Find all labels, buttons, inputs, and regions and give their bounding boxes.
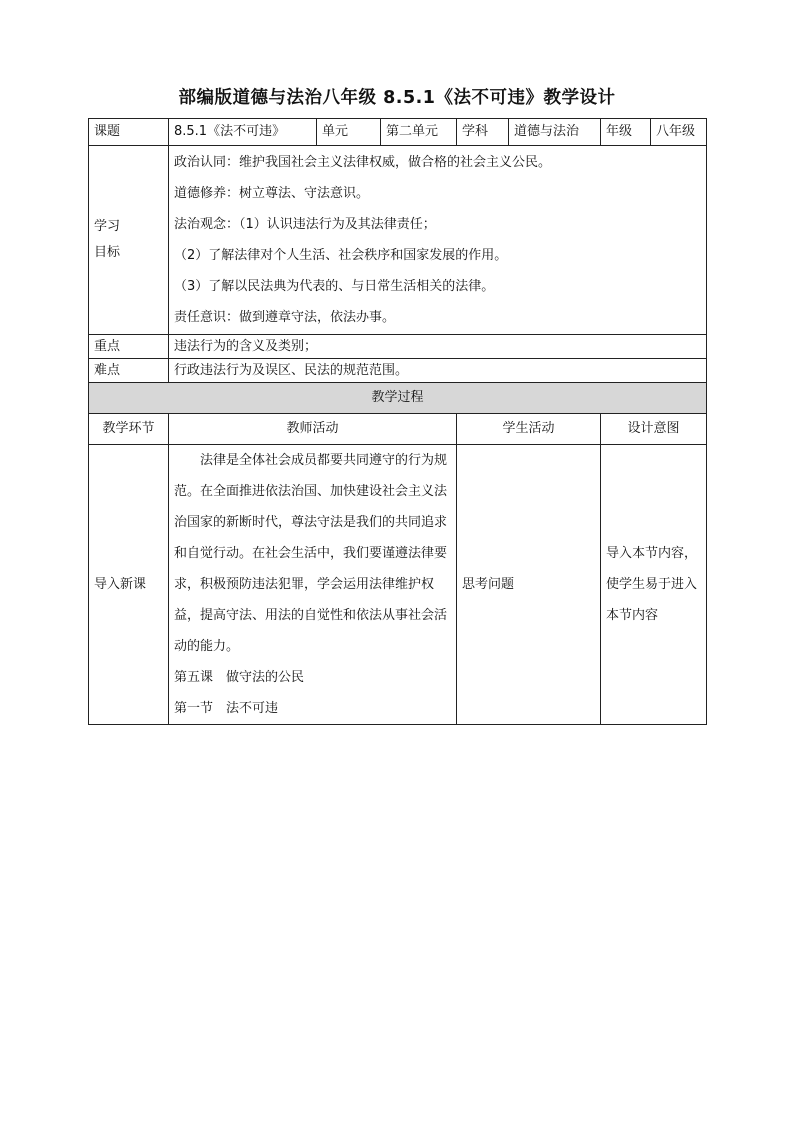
goal-line: （2）了解法律对个人生活、社会秩序和国家发展的作用。 bbox=[174, 248, 508, 263]
goals-label bbox=[89, 146, 169, 335]
goals-label-line2: 目标 bbox=[94, 245, 121, 260]
grade-value: 八年级 bbox=[651, 119, 707, 146]
unit-value: 第二单元 bbox=[381, 119, 457, 146]
column-header-student: 学生活动 bbox=[457, 414, 601, 445]
goal-line: 道德修养：树立尊法、守法意识。 bbox=[174, 186, 370, 201]
design-intent-value: 导入本节内容，使学生易于进入本节内容 bbox=[606, 546, 698, 623]
key-point-label: 重点 bbox=[89, 335, 169, 359]
goal-line: 责任意识：做到遵章守法，依法办事。 bbox=[174, 310, 396, 325]
teacher-paragraph: 法律是全体社会成员都要共同遵守的行为规范。在全面推进依法治国、加快建设社会主义法治国家的新断时代，尊法守法是我们的共同追求和自觉行动。在社会生活中，我们要谨遵法律要求，积极预防违法犯罪，学会运用法律维护权益，提高守法、用法的自觉性和依法从事社会活动的能力。 bbox=[174, 453, 448, 654]
column-header-intent: 设计意图 bbox=[601, 414, 707, 445]
process-section-title: 教学过程 bbox=[89, 383, 707, 414]
key-point-value: 违法行为的含义及类别； bbox=[169, 335, 707, 359]
teacher-lesson-title: 第五课 做守法的公民 bbox=[174, 670, 305, 685]
difficulty-label: 难点 bbox=[89, 359, 169, 383]
goal-line: （3）了解以民法典为代表的、与日常生活相关的法律。 bbox=[174, 279, 495, 294]
goal-line: 法治观念：（1）认识违法行为及其法律责任； bbox=[174, 217, 436, 232]
process-section-row bbox=[89, 383, 707, 414]
student-activity-value: 思考问题 bbox=[462, 576, 515, 592]
difficulty-value: 行政违法行为及误区、民法的规范范围。 bbox=[169, 359, 707, 383]
document-title: 部编版道德与法治八年级 8.5.1《法不可违》教学设计 bbox=[178, 88, 616, 108]
topic-label: 课题 bbox=[89, 119, 169, 146]
subject-label: 学科 bbox=[457, 119, 509, 146]
key-point-row bbox=[89, 335, 707, 359]
design-intent-cell bbox=[601, 445, 707, 725]
process-column-header-row bbox=[89, 414, 707, 445]
goals-content bbox=[169, 146, 707, 335]
goals-row bbox=[89, 146, 707, 335]
subject-value: 道德与法治 bbox=[509, 119, 601, 146]
lesson-plan-table bbox=[88, 118, 707, 725]
stage-cell bbox=[89, 445, 169, 725]
header-row bbox=[89, 119, 707, 146]
goal-line: 政治认同：维护我国社会主义法律权威，做合格的社会主义公民。 bbox=[174, 155, 552, 170]
column-header-stage: 教学环节 bbox=[89, 414, 169, 445]
topic-value: 8.5.1《法不可违》 bbox=[169, 119, 317, 146]
teacher-section-title: 第一节 法不可违 bbox=[174, 701, 279, 716]
teacher-activity-cell bbox=[169, 445, 457, 725]
process-row bbox=[89, 445, 707, 725]
goals-label-line1: 学习 bbox=[94, 219, 121, 234]
grade-label: 年级 bbox=[601, 119, 651, 146]
unit-label: 单元 bbox=[317, 119, 381, 146]
student-activity-cell bbox=[457, 445, 601, 725]
difficulty-row bbox=[89, 359, 707, 383]
column-header-teacher: 教师活动 bbox=[169, 414, 457, 445]
stage-value: 导入新课 bbox=[94, 576, 147, 592]
